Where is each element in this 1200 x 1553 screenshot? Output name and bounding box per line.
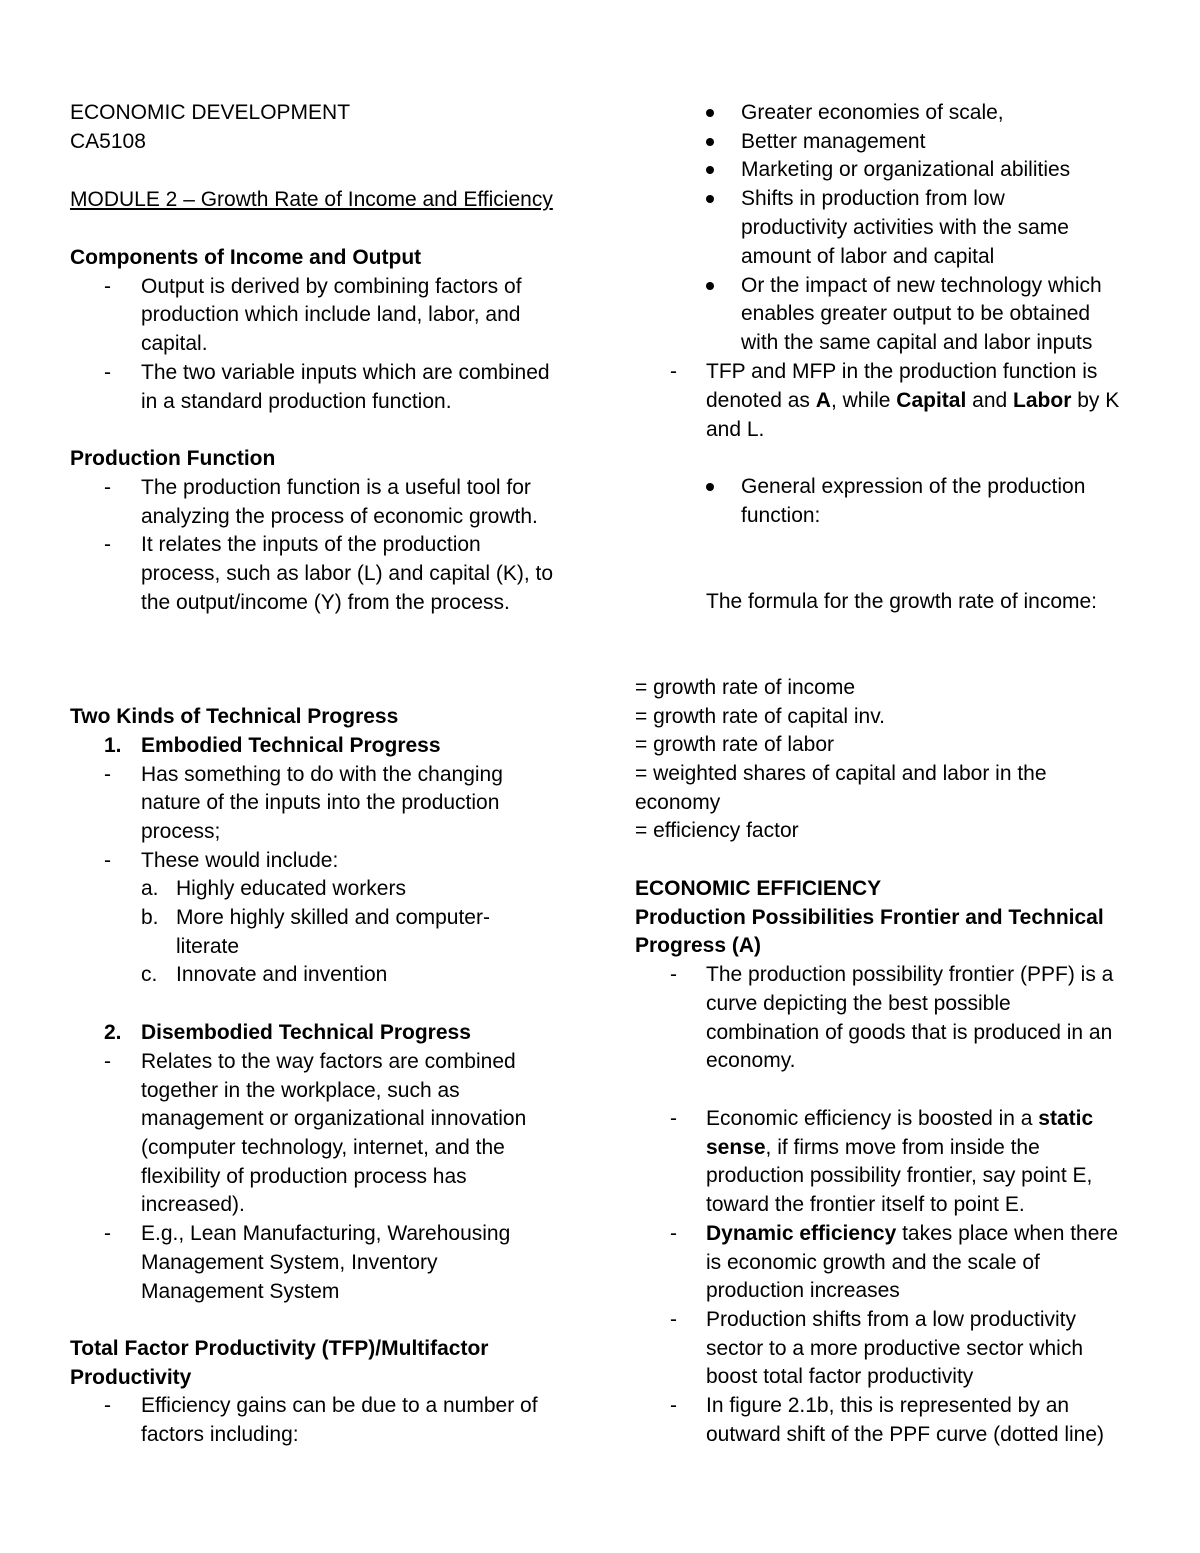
letter-marker: a. — [141, 877, 159, 900]
dash-marker: - — [670, 1308, 677, 1331]
components-bullet-1-line-2: production which include land, labor, and — [141, 303, 521, 326]
ppf-bullet-2-line-1 — [706, 1105, 1093, 1133]
text-run: Economic efficiency is boosted in a — [706, 1107, 1039, 1130]
disembodied-heading: Disembodied Technical Progress — [141, 1021, 471, 1044]
embodied-item-c: Innovate and invention — [176, 963, 388, 986]
ppf-bullet-5-line-2: outward shift of the PPF curve (dotted line) — [706, 1423, 1105, 1446]
tfp-notation-line-1: TFP and MFP in the production function is — [706, 360, 1098, 383]
text-run: and — [966, 389, 1014, 412]
dash-marker: - — [670, 963, 677, 986]
pf-bullet-2-line-1: It relates the inputs of the production — [141, 533, 481, 556]
legend-labor: = growth rate of labor — [635, 733, 835, 756]
components-bullet-2-line-1: The two variable inputs which are combined — [141, 361, 550, 384]
tfp-notation-line-2 — [706, 387, 1119, 415]
legend-income: = growth rate of income — [635, 676, 856, 699]
embodied-item-b-line-2: literate — [176, 935, 240, 958]
ppf-subheading-line-1: Production Possibilities Frontier and Technical — [635, 906, 1104, 929]
term-dynamic-efficiency: Dynamic efficiency — [706, 1222, 897, 1245]
term-labor: Labor — [1013, 389, 1072, 412]
technical-progress-heading: Two Kinds of Technical Progress — [70, 705, 399, 728]
document-title: ECONOMIC DEVELOPMENT — [70, 101, 351, 124]
disembodied-bullet-2-line-2: Management System, Inventory — [141, 1251, 438, 1274]
legend-shares-line-2: economy — [635, 791, 721, 814]
disembodied-bullet-1-line-1: Relates to the way factors are combined — [141, 1050, 516, 1073]
production-function-heading: Production Function — [70, 447, 276, 470]
text-run: , while — [830, 389, 897, 412]
disembodied-bullet-1-line-4: (computer technology, internet, and the — [141, 1136, 505, 1159]
course-code: CA5108 — [70, 130, 146, 153]
ppf-bullet-2-line-2 — [706, 1134, 1040, 1162]
ppf-bullet-4-line-1: Production shifts from a low productivity — [706, 1308, 1076, 1331]
term-sense: sense — [706, 1136, 766, 1159]
ppf-bullet-5-line-1: In figure 2.1b, this is represented by an — [706, 1394, 1070, 1417]
tfp-factor-5-line-2: enables greater output to be obtained — [741, 302, 1091, 325]
dash-marker: - — [104, 1050, 111, 1073]
tfp-factor-1: Greater economies of scale, — [741, 101, 1004, 124]
embodied-heading: Embodied Technical Progress — [141, 734, 441, 757]
components-bullet-2-line-2: in a standard production function. — [141, 390, 452, 413]
ppf-bullet-1-line-4: economy. — [706, 1049, 796, 1072]
ppf-bullet-1-line-2: curve depicting the best possible — [706, 992, 1011, 1015]
legend-efficiency: = efficiency factor — [635, 819, 799, 842]
letter-marker: b. — [141, 906, 159, 929]
disembodied-bullet-2-line-3: Management System — [141, 1280, 340, 1303]
dash-marker: - — [670, 1222, 677, 1245]
dash-marker: - — [104, 361, 111, 384]
text-run: denoted as — [706, 389, 816, 412]
pf-bullet-2-line-3: the output/income (Y) from the process. — [141, 591, 510, 614]
embodied-bullet-1-line-2: nature of the inputs into the production — [141, 791, 500, 814]
components-heading: Components of Income and Output — [70, 246, 422, 269]
ppf-bullet-2-line-3: production possibility frontier, say point E, — [706, 1164, 1093, 1187]
dash-marker: - — [104, 1394, 111, 1417]
legend-shares-line-1: = weighted shares of capital and labor in the — [635, 762, 1047, 785]
dash-marker: - — [670, 1107, 677, 1130]
bullet-dot — [706, 109, 714, 117]
general-expression-line-2: function: — [741, 504, 821, 527]
formula-intro: The formula for the growth rate of income: — [706, 590, 1098, 613]
text-run: by K — [1071, 389, 1120, 412]
term-capital: Capital — [896, 389, 967, 412]
bullet-dot — [706, 483, 714, 491]
tfp-factor-5-line-3: with the same capital and labor inputs — [741, 331, 1093, 354]
components-bullet-1-line-1: Output is derived by combining factors of — [141, 275, 522, 298]
ppf-bullet-2-line-4: toward the frontier itself to point E. — [706, 1193, 1025, 1216]
letter-marker: c. — [141, 963, 158, 986]
ppf-bullet-1-line-3: combination of goods that is produced in an — [706, 1021, 1113, 1044]
efficiency-heading: ECONOMIC EFFICIENCY — [635, 877, 882, 900]
embodied-bullet-2: These would include: — [141, 849, 339, 872]
text-run: takes place when there — [896, 1222, 1119, 1245]
tfp-factor-4-line-1: Shifts in production from low — [741, 187, 1005, 210]
tfp-factor-3: Marketing or organizational abilities — [741, 158, 1071, 181]
tfp-factor-4-line-3: amount of labor and capital — [741, 245, 995, 268]
general-expression-line-1: General expression of the production — [741, 475, 1086, 498]
embodied-item-a: Highly educated workers — [176, 877, 406, 900]
module-title: MODULE 2 – Growth Rate of Income and Efficiency — [70, 188, 553, 211]
disembodied-bullet-1-line-3: management or organizational innovation — [141, 1107, 527, 1130]
tfp-heading-line-2: Productivity — [70, 1366, 192, 1389]
dash-marker: - — [104, 1222, 111, 1245]
disembodied-bullet-1-line-5: flexibility of production process has — [141, 1165, 467, 1188]
ppf-bullet-3-line-2: is economic growth and the scale of — [706, 1251, 1040, 1274]
pf-bullet-1-line-1: The production function is a useful tool for — [141, 476, 531, 499]
ppf-bullet-4-line-2: sector to a more productive sector which — [706, 1337, 1083, 1360]
legend-capital: = growth rate of capital inv. — [635, 705, 885, 728]
term-static: static — [1038, 1107, 1094, 1130]
dash-marker: - — [104, 476, 111, 499]
embodied-bullet-1-line-1: Has something to do with the changing — [141, 763, 503, 786]
ppf-bullet-3-line-3: production increases — [706, 1279, 900, 1302]
tfp-heading-line-1: Total Factor Productivity (TFP)/Multifactor — [70, 1337, 489, 1360]
ppf-bullet-3-line-1 — [706, 1220, 1118, 1248]
bullet-dot — [706, 282, 714, 290]
disembodied-bullet-1-line-2: together in the workplace, such as — [141, 1079, 460, 1102]
tfp-bullet-1-line-1: Efficiency gains can be due to a number of — [141, 1394, 538, 1417]
pf-bullet-1-line-2: analyzing the process of economic growth. — [141, 505, 538, 528]
tfp-factor-4-line-2: productivity activities with the same — [741, 216, 1069, 239]
dash-marker: - — [104, 849, 111, 872]
ppf-subheading-line-2: Progress (A) — [635, 934, 762, 957]
dash-marker: - — [670, 360, 677, 383]
components-bullet-1-line-3: capital. — [141, 332, 208, 355]
embodied-bullet-1-line-3: process; — [141, 820, 221, 843]
bullet-dot — [706, 138, 714, 146]
dash-marker: - — [104, 533, 111, 556]
number-marker: 1. — [104, 734, 122, 757]
pf-bullet-2-line-2: process, such as labor (L) and capital (K), to — [141, 562, 554, 585]
ppf-bullet-1-line-1: The production possibility frontier (PPF) is a — [706, 963, 1114, 986]
bullet-dot — [706, 195, 714, 203]
embodied-item-b-line-1: More highly skilled and computer- — [176, 906, 490, 929]
symbol-a: A — [815, 389, 831, 412]
tfp-factor-5-line-1: Or the impact of new technology which — [741, 274, 1102, 297]
dash-marker: - — [104, 763, 111, 786]
ppf-bullet-4-line-3: boost total factor productivity — [706, 1365, 974, 1388]
dash-marker: - — [670, 1394, 677, 1417]
text-run: , if firms move from inside the — [765, 1136, 1040, 1159]
tfp-notation-line-3: and L. — [706, 418, 765, 441]
tfp-bullet-1-line-2: factors including: — [141, 1423, 299, 1446]
disembodied-bullet-2-line-1: E.g., Lean Manufacturing, Warehousing — [141, 1222, 511, 1245]
number-marker: 2. — [104, 1021, 122, 1044]
disembodied-bullet-1-line-6: increased). — [141, 1193, 245, 1216]
dash-marker: - — [104, 275, 111, 298]
tfp-factor-2: Better management — [741, 130, 926, 153]
bullet-dot — [706, 166, 714, 174]
